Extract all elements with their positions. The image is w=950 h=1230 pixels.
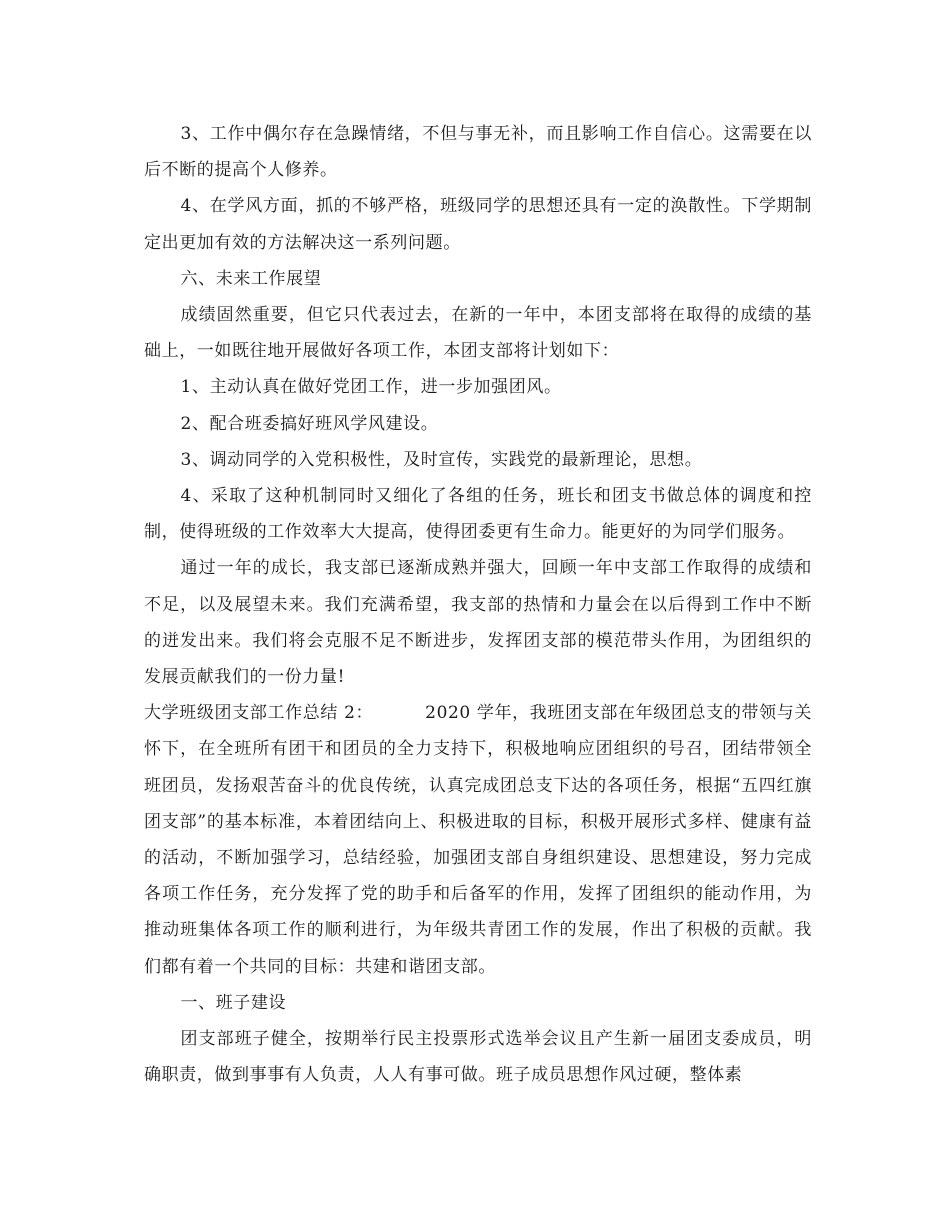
section-heading-future-outlook: 六、未来工作展望 [180,268,322,289]
section-heading-team-building: 一、班子建设 [180,992,287,1013]
summary-2-label: 大学班级团支部工作总结 2： [144,703,374,724]
plan-item-1: 1、主动认真在做好党团工作，进一步加强团风。 [180,377,562,398]
summary-2-text: 2020 学年，我班团支部在年级团总支的带领与关怀下，在全班所有团干和团员的全力支持下，积极地响应团组织的号召，团结带领全班团员，发扬艰苦奋斗的优良传统，认真完成团总支下达的各项任务，根据“五四红旗团支部”的基本标准，本着团结向上、积极进取的目标，积极开展形式多样、健康有益的活动，不断加强学习，总结经验，加强团支部自身组织建设、思想建设，努力完成各项工作任务，充分发挥了党的助手和后备军的作用，发挥了团组织的能动作用，为推动班集体各项工作的顺利进行，为年级共青团工作的发展，作出了积极的贡献。我们都有着一个共同的目标：共建和谐团支部。 [144,703,812,977]
paragraph-item-3: 3、工作中偶尔存在急躁情绪，不但与事无补，而且影响工作自信心。这需要在以后不断的提高个人修养。 [144,124,812,181]
document-body [144,116,812,1093]
paragraph-outlook-intro: 成绩固然重要，但它只代表过去，在新的一年中，本团支部将在取得的成绩的基础上，一如既往地开展做好各项工作，本团支部将计划如下： [144,305,812,362]
paragraph-conclusion: 通过一年的成长，我支部已逐渐成熟并强大，回顾一年中支部工作取得的成绩和不足，以及展望未来。我们充满希望，我支部的热情和力量会在以后得到工作中不断的迸发出来。我们将会克服不足不断进步，发挥团支部的模范带头作用，为团组织的发展贡献我们的一份力量! [144,558,812,688]
plan-item-2: 2、配合班委搞好班风学风建设。 [180,413,439,434]
plan-item-4: 4、采取了这种机制同时又细化了各组的任务，班长和团支书做总体的调度和控制，使得班级的工作效率大大提高，使得团委更有生命力。能更好的为同学们服务。 [144,486,812,543]
plan-item-3: 3、调动同学的入党积极性，及时宣传，实践党的最新理论，思想。 [180,449,703,470]
summary-2-paragraph [144,695,812,985]
paragraph-team-building: 团支部班子健全，按期举行民主投票形式选举会议且产生新一届团支委成员，明确职责，做到事事有人负责，人人有事可做。班子成员思想作风过硬，整体素 [144,1029,812,1086]
paragraph-item-4: 4、在学风方面，抓的不够严格，班级同学的思想还具有一定的涣散性。下学期制定出更加有效的方法解决这一系列问题。 [144,196,812,253]
